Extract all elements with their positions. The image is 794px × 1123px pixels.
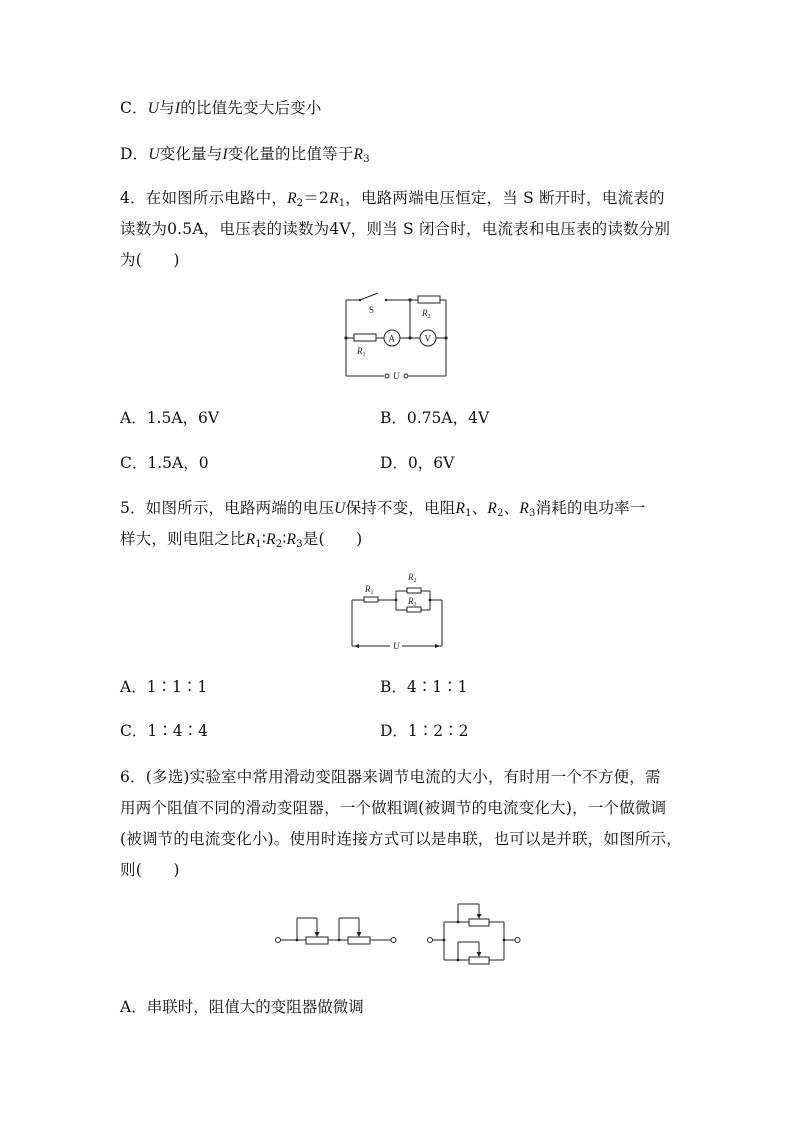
q6-option-a: A．串联时，阻值大的变阻器做微调 — [120, 998, 364, 1016]
q5-r1-label: $R_1$ — [365, 584, 374, 596]
q5-r2-label: $R_2$ — [408, 572, 417, 584]
q5-option-c: C．1∶4∶4 — [120, 722, 208, 740]
q6-stem-line4: 则( ) — [120, 861, 180, 879]
q5-option-a: A．1∶1∶1 — [120, 678, 208, 696]
q4-option-d: D．0，6V — [380, 454, 455, 472]
q4-option-b: B．0.75A，4V — [380, 409, 490, 427]
q6-stem-line2: 用两个阻值不同的滑动变阻器，一个做粗调(被调节的电流变化大)，一个做微调 — [120, 799, 667, 817]
q3-option-d: D．U变化量与I变化量的比值等于$R_3$ — [120, 145, 370, 165]
q6-stem-line3: (被调节的电流变化小)。使用时连接方式可以是串联，也可以是并联，如图所示， — [120, 830, 682, 848]
q4-option-a: A．1.5A，6V — [120, 409, 220, 427]
q4-ammeter-label: A — [388, 333, 395, 344]
q4-r2-label: $R_2$ — [422, 308, 431, 320]
q5-voltage-label: U — [393, 641, 400, 650]
q4-r1-label: $R_1$ — [357, 346, 366, 358]
q4-option-c: C．1.5A，0 — [120, 454, 209, 472]
q4-stem-line2: 读数为0.5A，电压表的读数为4V，则当 S 闭合时，电流表和电压表的读数分别 — [120, 220, 671, 238]
q5-r3-label: $R_3$ — [408, 596, 417, 608]
q6-stem-line1: 6．(多选)实验室中常用滑动变阻器来调节电流的大小，有时用一个不方便，需 — [120, 768, 661, 786]
q5-stem-line2: 样大，则电阻之比$R_1∶R_2∶R_3$是( ) — [120, 530, 363, 550]
q5-option-b: B．4∶1∶1 — [380, 678, 468, 696]
q5-option-d: D．1∶2∶2 — [380, 722, 469, 740]
q4-circuit-diagram — [338, 290, 458, 382]
q4-stem-line3: 为( ) — [120, 251, 180, 269]
q3-option-c: C．U与I的比值先变大后变小 — [120, 99, 322, 117]
q4-switch-label: S — [369, 305, 375, 315]
q6-series-rheostats-diagram — [272, 908, 402, 952]
q4-stem-line1: 4．在如图所示电路中，$R_2=2R_1$，电路两端电压恒定，当 S 断开时，电流表的 — [120, 189, 665, 209]
q5-stem-line1: 5．如图所示，电路两端的电压U保持不变，电阻$R_1$、$R_2$、$R_3$消耗的电功率一 — [120, 499, 646, 519]
q5-circuit-diagram — [346, 566, 450, 650]
q4-voltage-label: U — [393, 371, 400, 381]
q4-voltmeter-label: V — [424, 333, 431, 344]
q6-parallel-rheostats-diagram — [424, 896, 524, 970]
